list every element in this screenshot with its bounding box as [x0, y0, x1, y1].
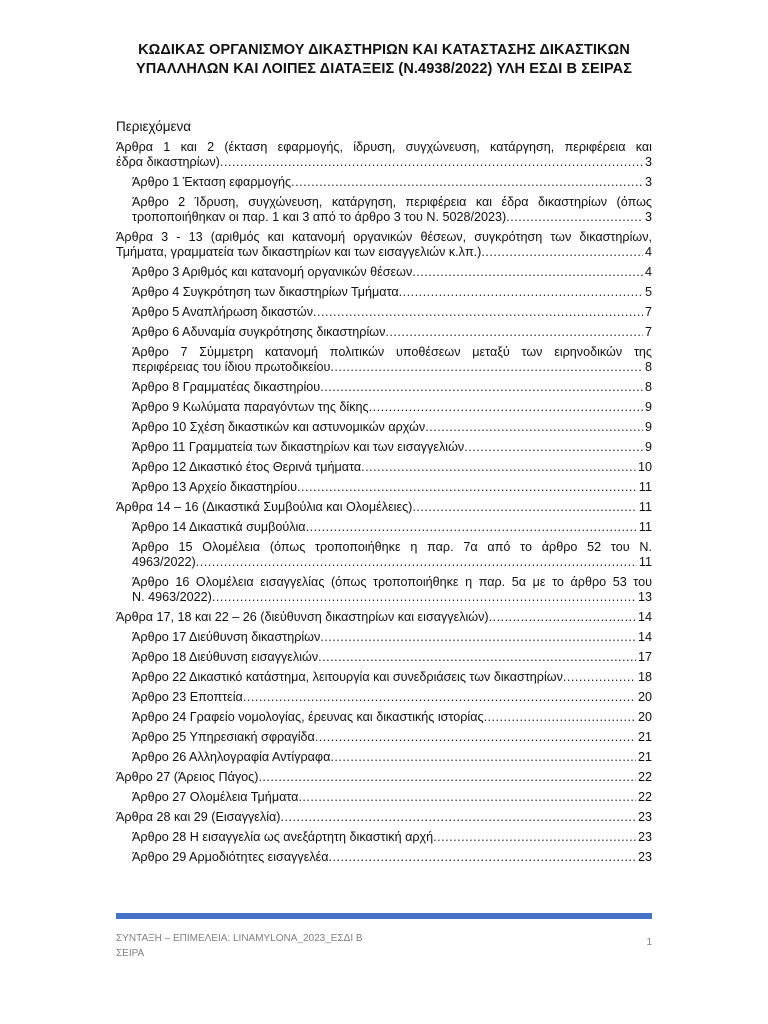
toc-page-number: 11: [638, 500, 652, 514]
toc-entry-text-first-line: Άρθρο 7 Σύμμετρη κατανομή πολιτικών υποθέσεων μεταξύ των ειρηνοδικών της: [132, 345, 652, 359]
toc-page-number: 5: [644, 285, 652, 299]
page-number: 1: [646, 937, 652, 948]
toc-entry-text: Άρθρο 28 Η εισαγγελία ως ανεξάρτητη δικαστική αρχή: [132, 830, 434, 844]
toc-entry[interactable]: [132, 730, 652, 745]
toc-entry-text: έδρα δικαστηρίων): [116, 155, 220, 169]
toc-entry-text: 4963/2022): [132, 555, 196, 569]
toc-dot-leader: [313, 305, 643, 320]
toc-entry[interactable]: [132, 850, 652, 865]
document-title: [90, 41, 678, 79]
toc-entry-text: Άρθρα 28 και 29 (Εισαγγελία): [116, 810, 281, 824]
toc-entry-text: Ν. 4963/2022): [132, 590, 212, 604]
toc-entry[interactable]: [132, 710, 652, 725]
toc-entry-text: Άρθρο 9 Κωλύματα παραγόντων της δίκης: [132, 400, 369, 414]
toc-heading: Περιεχόμενα: [116, 119, 192, 134]
toc-entry[interactable]: [132, 670, 652, 685]
toc-entry-text: Άρθρο 13 Αρχείο δικαστηρίου: [132, 480, 297, 494]
toc-entry-text: Άρθρο 26 Αλληλογραφία Αντίγραφα: [132, 750, 331, 764]
toc-dot-leader: [243, 690, 636, 705]
toc-dot-leader: [385, 325, 643, 340]
toc-dot-leader: [320, 380, 643, 395]
toc-entry-text: Άρθρο 22 Δικαστικό κατάστημα, λειτουργία και συνεδριάσεις των δικαστηρίων: [132, 670, 563, 684]
toc-entry[interactable]: [116, 230, 652, 260]
toc-entry[interactable]: [132, 325, 652, 340]
toc-entry[interactable]: [132, 750, 652, 765]
toc-entry[interactable]: [132, 575, 652, 605]
toc-dot-leader: [484, 710, 636, 725]
toc-dot-leader: [563, 670, 636, 685]
toc-page-number: 14: [637, 610, 652, 624]
toc-entry-text-first-line: Άρθρο 16 Ολομέλεια εισαγγελίας (όπως τροποποιήθηκε η παρ. 5α με το άρθρο 53 του: [132, 575, 652, 589]
footer-author: [116, 931, 406, 961]
toc-page-number: 11: [638, 520, 652, 534]
toc-dot-leader: [315, 730, 636, 745]
toc-page-number: 21: [637, 750, 652, 764]
toc-entry-text-first-line: Άρθρο 15 Ολομέλεια (όπως τροποποιήθηκε η παρ. 7α από το άρθρο 52 του Ν.: [132, 540, 652, 554]
toc-page-number: 17: [637, 650, 652, 664]
toc-entry[interactable]: [132, 285, 652, 300]
toc-entry-text: Άρθρο 3 Αριθμός και κατανομή οργανικών θέσεων: [132, 265, 413, 279]
toc-page-number: 20: [637, 690, 652, 704]
toc-dot-leader: [258, 770, 636, 785]
toc-entry[interactable]: [116, 770, 652, 785]
toc-page-number: 13: [637, 590, 652, 604]
toc-dot-leader: [330, 360, 643, 375]
toc-dot-leader: [506, 210, 643, 225]
toc-page-number: 11: [638, 480, 652, 494]
footer-author-line-1: ΣΥΝΤΑΞΗ – ΕΠΙΜΕΛΕΙΑ: LINAMYLONA_2023_ΕΣΔΙ Β: [116, 933, 363, 944]
toc-entry-text: Άρθρο 12 Δικαστικό έτος Θερινά τμήματα: [132, 460, 362, 474]
toc-dot-leader: [220, 155, 643, 170]
toc-page-number: 7: [644, 325, 652, 339]
footer-author-line-2: ΣΕΙΡΑ: [116, 948, 145, 959]
toc-page-number: 10: [637, 460, 652, 474]
toc-entry-text: περιφέρειας του ίδιου πρωτοδικείου: [132, 360, 331, 374]
toc-entry[interactable]: [116, 610, 652, 625]
toc-page-number: 4: [644, 265, 652, 279]
document-title-line-2: ΥΠΑΛΛΗΛΩΝ ΚΑΙ ΛΟΙΠΕΣ ΔΙΑΤΑΞΕΙΣ (Ν.4938/2022) ΥΛΗ ΕΣΔΙ Β ΣΕΙΡΑΣ: [135, 61, 633, 77]
toc-page-number: 14: [637, 630, 652, 644]
toc-dot-leader: [489, 610, 636, 625]
toc-entry-text: Τμήματα, γραμματεία των δικαστηρίων και των εισαγγελιών κ.λπ.): [116, 245, 482, 259]
toc-dot-leader: [412, 500, 637, 515]
toc-dot-leader: [297, 480, 637, 495]
toc-entry[interactable]: [132, 265, 652, 280]
toc-dot-leader: [196, 555, 637, 570]
toc-page-number: 21: [637, 730, 652, 744]
toc-dot-leader: [399, 285, 643, 300]
toc-entry[interactable]: [116, 140, 652, 170]
toc-entry[interactable]: [132, 305, 652, 320]
toc-page-number: 4: [644, 245, 652, 259]
toc-entry-text: Άρθρο 10 Σχέση δικαστικών και αστυνομικών αρχών: [132, 420, 426, 434]
toc-entry-text: Άρθρο 27 (Άρειος Πάγος): [116, 770, 259, 784]
toc-page-number: 9: [644, 440, 652, 454]
toc-dot-leader: [320, 630, 636, 645]
toc-page-number: 11: [638, 555, 652, 569]
toc-entry-text: Άρθρο 11 Γραμματεία των δικαστηρίων και των εισαγγελιών: [132, 440, 465, 454]
toc-dot-leader: [464, 440, 643, 455]
toc-page-number: 3: [644, 175, 652, 189]
toc-entry-text: Άρθρο 23 Εποπτεία: [132, 690, 243, 704]
toc-entry-text-first-line: Άρθρο 2 Ίδρυση, συγχώνευση, κατάργηση, περιφέρεια και έδρα δικαστηρίων (όπως: [132, 195, 652, 209]
toc-page-number: 18: [637, 670, 652, 684]
toc-entry[interactable]: [132, 400, 652, 415]
toc-dot-leader: [369, 400, 643, 415]
toc-entry-text: Άρθρο 24 Γραφείο νομολογίας, έρευνας και δικαστικής ιστορίας: [132, 710, 484, 724]
toc-entry[interactable]: [132, 650, 652, 665]
toc-entry-text: Άρθρο 1 Έκταση εφαρμογής: [132, 175, 292, 189]
toc-page-number: 20: [637, 710, 652, 724]
toc-entry[interactable]: [132, 345, 652, 375]
toc-page-number: 3: [644, 155, 652, 169]
toc-entry[interactable]: [132, 540, 652, 570]
toc-entry-text-first-line: Άρθρα 3 - 13 (αριθμός και κατανομή οργανικών θέσεων, συγκρότηση των δικαστηρίων,: [116, 230, 652, 244]
table-of-contents: [116, 119, 652, 870]
toc-entry[interactable]: [132, 440, 652, 455]
toc-entry-text: Άρθρο 8 Γραμματέας δικαστηρίου: [132, 380, 321, 394]
toc-dot-leader: [280, 810, 636, 825]
toc-dot-leader: [412, 265, 643, 280]
document-title-line-1: ΚΩΔΙΚΑΣ ΟΡΓΑΝΙΣΜΟΥ ΔΙΚΑΣΤΗΡΙΩΝ ΚΑΙ ΚΑΤΑΣΤΑΣΗΣ ΔΙΚΑΣΤΙΚΩΝ: [138, 42, 630, 58]
toc-dot-leader: [330, 750, 636, 765]
toc-dot-leader: [291, 175, 643, 190]
toc-entry[interactable]: [132, 380, 652, 395]
toc-page-number: 3: [644, 210, 652, 224]
toc-page-number: 7: [644, 305, 652, 319]
toc-entry-text: τροποποιήθηκαν οι παρ. 1 και 3 από το άρθρο 3 του Ν. 5028/2023): [132, 210, 507, 224]
toc-page-number: 22: [637, 770, 652, 784]
toc-dot-leader: [329, 850, 636, 865]
toc-entry-text: Άρθρο 29 Αρμοδιότητες εισαγγελέα: [132, 850, 329, 864]
toc-dot-leader: [361, 460, 636, 475]
toc-entry[interactable]: [132, 830, 652, 845]
toc-entry-text: Άρθρο 18 Διεύθυνση εισαγγελιών: [132, 650, 319, 664]
toc-page-number: 22: [637, 790, 652, 804]
toc-entry[interactable]: [132, 195, 652, 225]
toc-entry[interactable]: [132, 480, 652, 495]
toc-entry[interactable]: [132, 420, 652, 435]
toc-entry[interactable]: [132, 630, 652, 645]
toc-entry-text: Άρθρα 14 – 16 (Δικαστικά Συμβούλια και Ολομέλειες): [116, 500, 413, 514]
toc-dot-leader: [425, 420, 643, 435]
toc-dot-leader: [298, 790, 636, 805]
toc-entry-text: Άρθρο 25 Υπηρεσιακή σφραγίδα: [132, 730, 315, 744]
toc-page-number: 8: [644, 380, 652, 394]
toc-entry-text: Άρθρο 5 Αναπλήρωση δικαστών: [132, 305, 313, 319]
toc-entry-text: Άρθρο 4 Συγκρότηση των δικαστηρίων Τμήματα: [132, 285, 399, 299]
toc-dot-leader: [306, 520, 637, 535]
toc-page-number: 9: [644, 420, 652, 434]
footer-rule: [116, 913, 652, 919]
toc-page-number: 9: [644, 400, 652, 414]
toc-entry[interactable]: [116, 500, 652, 515]
toc-dot-leader: [481, 245, 643, 260]
toc-entry-text: Άρθρο 27 Ολομέλεια Τμήματα: [132, 790, 299, 804]
toc-dot-leader: [318, 650, 636, 665]
toc-entry[interactable]: [132, 460, 652, 475]
toc-entry[interactable]: [116, 810, 652, 825]
toc-entry[interactable]: [132, 175, 652, 190]
toc-entry-text-first-line: Άρθρα 1 και 2 (έκταση εφαρμογής, ίδρυση, συγχώνευση, κατάργηση, περιφέρεια και: [116, 140, 652, 154]
toc-dot-leader: [433, 830, 636, 845]
toc-dot-leader: [212, 590, 636, 605]
toc-entry-text: Άρθρο 14 Δικαστικά συμβούλια: [132, 520, 306, 534]
toc-entry-text: Άρθρα 17, 18 και 22 – 26 (διεύθυνση δικαστηρίων και εισαγγελιών): [116, 610, 489, 624]
toc-entry-text: Άρθρο 17 Διεύθυνση δικαστηρίων: [132, 630, 321, 644]
toc-entry[interactable]: [132, 790, 652, 805]
toc-entry[interactable]: [132, 690, 652, 705]
toc-page-number: 23: [637, 830, 652, 844]
toc-page-number: 23: [637, 850, 652, 864]
toc-page-number: 8: [644, 360, 652, 374]
toc-page-number: 23: [637, 810, 652, 824]
toc-entry-text: Άρθρο 6 Αδυναμία συγκρότησης δικαστηρίων: [132, 325, 386, 339]
toc-entry[interactable]: [132, 520, 652, 535]
